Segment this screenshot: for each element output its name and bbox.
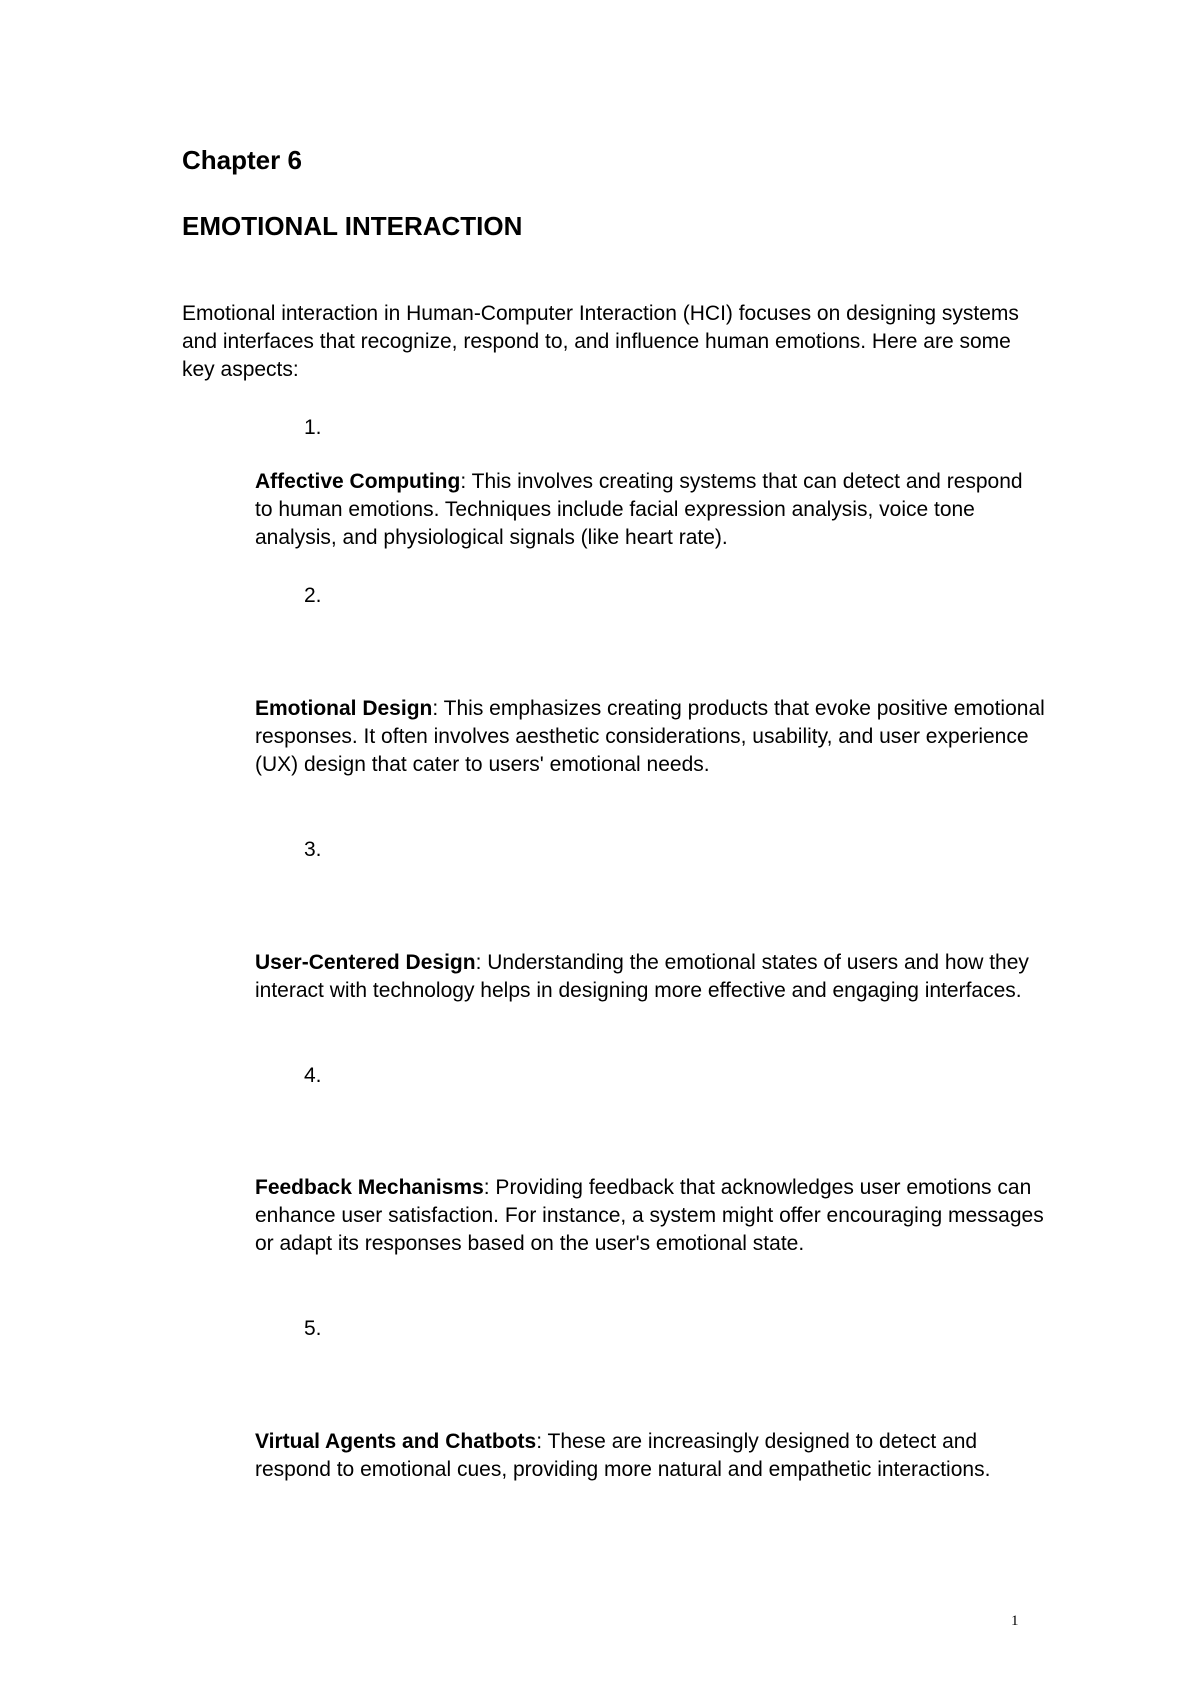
list-item-term: Affective Computing: [255, 470, 461, 493]
list-item-number-5: 5.: [304, 1317, 322, 1340]
page-title: EMOTIONAL INTERACTION: [182, 211, 523, 241]
list-item-description: : Understanding the emotional states of users and how they interact with technology helps in designing more effective and engaging interfaces.: [255, 951, 1029, 1002]
list-item-description: : This emphasizes creating products that evoke positive emotional responses. It often involves aesthetic considerations, usability, and user experience (UX) design that cater to users' emotional needs.: [255, 697, 1045, 776]
list-item-number-3: 3.: [304, 838, 322, 861]
list-item-5: [255, 1428, 1045, 1484]
list-item-number-4: 4.: [304, 1064, 322, 1087]
list-item-1: [255, 468, 1045, 552]
page-number: 1: [1011, 1613, 1019, 1629]
chapter-heading: Chapter 6: [182, 145, 302, 175]
list-item-term: Virtual Agents and Chatbots: [255, 1430, 537, 1453]
list-item-2: [255, 695, 1045, 779]
list-item-number-1: 1.: [304, 416, 322, 439]
list-item-description: : This involves creating systems that can detect and respond to human emotions. Techniques include facial expression analysis, voice tone analysis, and physiological signals (like heart rate).: [255, 470, 1023, 549]
list-item-description: : These are increasingly designed to detect and respond to emotional cues, providing more natural and empathetic interactions.: [255, 1430, 991, 1481]
list-item-4: [255, 1174, 1045, 1258]
list-item-description: : Providing feedback that acknowledges user emotions can enhance user satisfaction. For instance, a system might offer encouraging messages or adapt its responses based on the user's emotional state.: [255, 1176, 1044, 1255]
intro-paragraph: Emotional interaction in Human-Computer Interaction (HCI) focuses on designing systems and interfaces that recognize, respond to, and influence human emotions. Here are some key aspects:: [182, 302, 1019, 381]
list-item-term: Feedback Mechanisms: [255, 1176, 484, 1199]
list-item-3: [255, 949, 1045, 1005]
list-item-number-2: 2.: [304, 584, 322, 607]
list-item-term: Emotional Design: [255, 697, 433, 720]
list-item-term: User-Centered Design: [255, 951, 476, 974]
